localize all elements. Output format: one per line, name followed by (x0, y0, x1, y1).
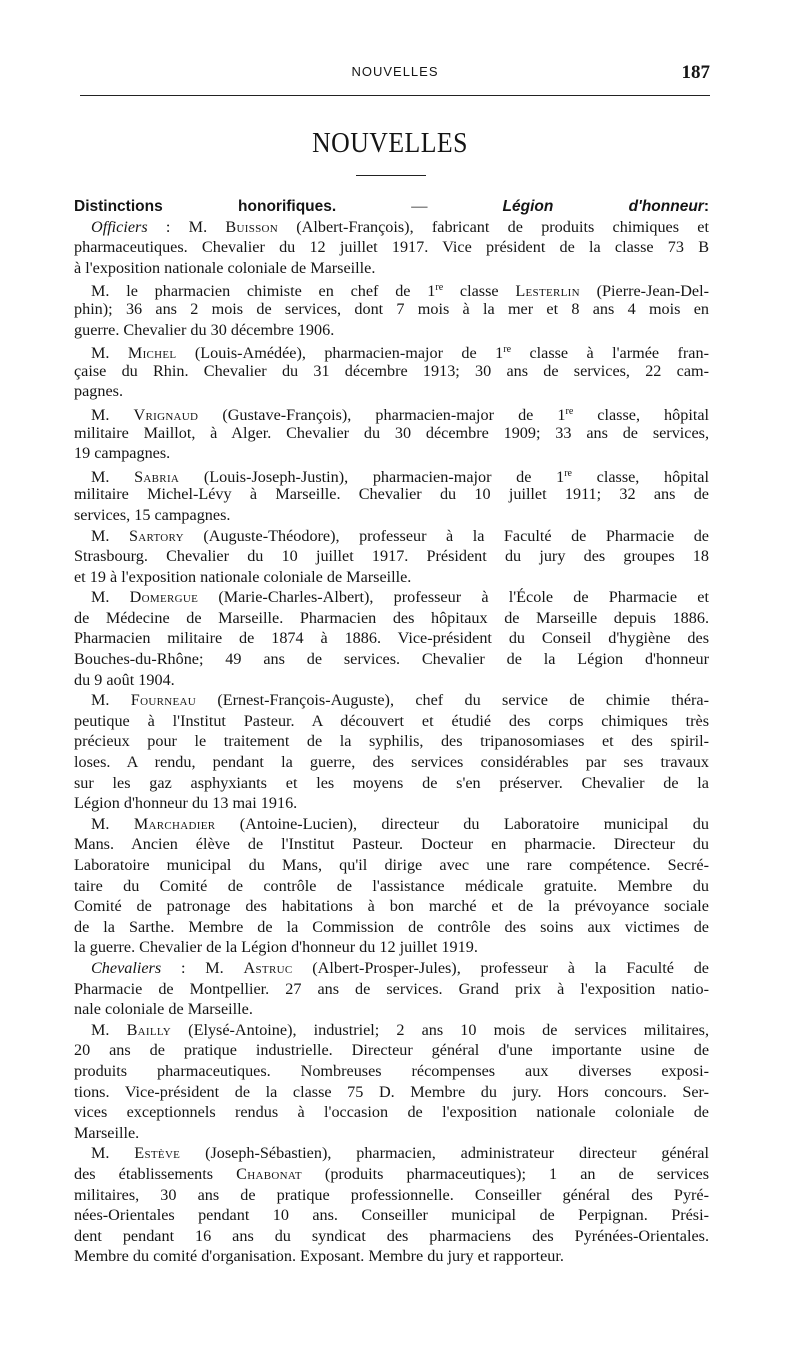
text-run: peutique à l'Institut Pasteur. A découvert et étudié des corps chimiques très (74, 711, 709, 730)
text-run: Pharmacien militaire de 1874 à 1886. Vice-président du Conseil d'hygiène des (74, 629, 709, 648)
text-line (74, 876, 709, 897)
text-run: Pharmacie de Montpellier. 27 ans de services. Grand prix à l'exposition natio- (74, 979, 709, 998)
text-line (74, 361, 709, 382)
text-run: re (503, 344, 512, 356)
text-run: M. (91, 588, 130, 607)
text-run: vices exceptionnels rendus à l'occasion de l'exposition nationale coloniale de (74, 1103, 709, 1122)
text-run: M. (91, 691, 131, 710)
text-run: militaire Maillot, à Alger. Chevalier du 30 décembre 1909; 33 ans de services, (74, 423, 709, 442)
text-run: militaires, 30 ans de pratique professionnelle. Conseiller général des Pyré- (74, 1185, 709, 1204)
text-line (74, 628, 709, 649)
text-run: M. (91, 1020, 127, 1039)
text-run: re (565, 405, 574, 417)
text-run: M. (91, 814, 134, 833)
text-run: (Gustave-François), pharmacien-major de 1 (198, 405, 566, 424)
text-run: (Antoine-Lucien), directeur du Laboratoire municipal du (215, 814, 709, 833)
text-run: (Elysé-Antoine), industriel; 2 ans 10 mois de services militaires, (171, 1020, 709, 1039)
person-name: Domergue (129, 588, 199, 607)
text-line (74, 711, 709, 732)
text-run: de la Sarthe. Membre de la Commission de contrôle des soins aux victimes de (74, 917, 709, 936)
text-line (74, 814, 709, 835)
text-run: re (564, 467, 572, 479)
text-run: M. (91, 344, 128, 363)
text-line (74, 217, 709, 238)
person-name: Estève (134, 1144, 181, 1163)
text-run: pharmaceutiques. Chevalier du 12 juillet 1917. Vice président de la classe 73 B (74, 238, 709, 257)
text-run: (Marie-Charles-Albert), professeur à l'École de Pharmacie et (198, 588, 709, 607)
text-run: dent pendant 16 ans du syndicat des pharmaciens des Pyrénées-Orientales. (74, 1226, 709, 1245)
article-body (74, 196, 709, 1267)
text-line (74, 484, 709, 505)
text-run: (Joseph-Sébastien), pharmacien, administrateur directeur général (180, 1144, 709, 1163)
text-line (74, 299, 709, 320)
text-line (74, 855, 709, 876)
section-heading-line (74, 196, 709, 217)
text-run: de Médecine de Marseille. Pharmacien des hôpitaux de Marseille depuis 1886. (74, 608, 709, 627)
text-run: loses. A rendu, pendant la guerre, des services considérables par ses travaux (74, 753, 709, 772)
text-run: pagnes. (74, 382, 123, 401)
page-number: 187 (681, 62, 710, 83)
text-line (74, 834, 709, 855)
text-run: çaise du Rhin. Chevalier du 31 décembre 1913; 30 ans de services, 22 cam- (74, 361, 709, 380)
text-run: à l'exposition nationale coloniale de Marseille. (74, 258, 376, 277)
text-line (74, 505, 709, 526)
text-line (74, 1226, 709, 1247)
text-line (74, 896, 709, 917)
text-run: la guerre. Chevalier de la Légion d'honneur du 12 juillet 1919. (74, 938, 478, 957)
text-run: nées-Orientales pendant 10 ans. Conseiller municipal de Perpignan. Prési- (74, 1206, 709, 1225)
text-line (74, 381, 709, 402)
text-run: 20 ans de pratique industrielle. Directeur général d'une importante usine de (74, 1041, 709, 1060)
text-line (74, 1082, 709, 1103)
person-name: Sartory (128, 526, 184, 545)
text-run: tions. Vice-président de la classe 75 D. Membre du jury. Hors concours. Ser- (74, 1082, 709, 1101)
text-run: produits pharmaceutiques. Nombreuses récompenses aux diverses exposi- (74, 1061, 709, 1080)
text-line (74, 1061, 709, 1082)
person-name: Michel (127, 344, 177, 363)
text-line (74, 567, 709, 588)
text-line (74, 917, 709, 938)
text-run: (Ernest-François-Auguste), chef du service de chimie théra- (195, 691, 709, 710)
heading-dash: — (336, 197, 503, 215)
category-label: Chevaliers (91, 958, 162, 977)
person-name: Buisson (225, 217, 279, 236)
text-line (74, 670, 709, 691)
text-run: (Auguste-Théodore), professeur à la Faculté de Pharmacie de (183, 526, 709, 545)
text-run: (Louis-Amédée), pharmacien-major de 1 (176, 344, 504, 363)
text-run: (Pierre-Jean-Del- (579, 282, 709, 301)
text-line (74, 937, 709, 958)
text-run: M. (91, 467, 135, 486)
text-line (74, 464, 709, 485)
text-run: classe, hôpital (573, 405, 709, 424)
text-run: Comité de patronage des habitations à bon marché et de la prévoyance sociale (74, 897, 709, 916)
person-name: Marchadier (133, 814, 216, 833)
text-run: phin); 36 ans 2 mois de services, dont 7 mois à la mer et 8 ans 4 mois en (74, 299, 709, 318)
text-line (74, 587, 709, 608)
text-line (74, 526, 709, 547)
section-subheading: Légion d'honneur (502, 198, 704, 215)
person-name: Lesterlin (515, 282, 580, 301)
text-line (74, 340, 709, 361)
text-line (74, 1102, 709, 1123)
text-line (74, 278, 709, 299)
text-line (74, 320, 709, 341)
text-run: Mans. Ancien élève de l'Institut Pasteur. Docteur en pharmacie. Directeur du (74, 835, 709, 854)
text-run: M. (91, 405, 134, 424)
text-run: taire du Comité de contrôle de l'assistance médicale gratuite. Membre du (74, 876, 709, 895)
text-run: : M. (147, 217, 226, 236)
text-run: précieux pour le traitement de la syphilis, des tripanosomiases et des spiril- (74, 732, 709, 751)
text-run: (Albert-François), fabricant de produits chimiques et (278, 217, 709, 236)
text-line (74, 999, 709, 1020)
text-run: du 9 août 1904. (74, 670, 175, 689)
text-run: nale coloniale de Marseille. (74, 1000, 253, 1019)
text-line (74, 690, 709, 711)
text-line (74, 958, 709, 979)
text-line (74, 979, 709, 1000)
running-head (80, 62, 710, 86)
person-name: Bailly (126, 1020, 172, 1039)
running-title: NOUVELLES (351, 64, 439, 79)
text-run: Membre du comité d'organisation. Exposant. Membre du jury et rapporteur. (74, 1247, 564, 1266)
text-run: militaire Michel-Lévy à Marseille. Chevalier du 10 juillet 1911; 32 ans de (74, 485, 709, 504)
text-run: M. (91, 526, 129, 545)
text-line (74, 546, 709, 567)
text-run: M. (91, 1144, 135, 1163)
text-run: M. le pharmacien chimiste en chef de 1 (91, 282, 436, 301)
text-run: et 19 à l'exposition nationale coloniale de Marseille. (74, 567, 412, 586)
text-line (74, 1185, 709, 1206)
text-run: (Albert-Prosper-Jules), professeur à la Faculté de (292, 958, 709, 977)
text-run: Marseille. (74, 1123, 140, 1142)
text-run: Laboratoire municipal du Mans, qu'il dirige avec une rare compétence. Secré- (74, 856, 709, 874)
category-label: Officiers (91, 217, 148, 236)
text-run: Strasbourg. Chevalier du 10 juillet 1917. Président du jury des groupes 18 (74, 547, 709, 566)
text-run: : M. (161, 958, 244, 977)
text-line (74, 1123, 709, 1144)
text-line (74, 731, 709, 752)
text-run: Bouches-du-Rhône; 49 ans de services. Chevalier de la Légion d'honneur (74, 650, 709, 669)
text-line (74, 423, 709, 444)
person-name: Sabria (134, 467, 180, 486)
text-run: classe, hôpital (571, 467, 709, 486)
text-run: services, 15 campagnes. (74, 505, 231, 524)
header-rule (80, 95, 710, 96)
text-run: (produits pharmaceutiques); 1 an de services (301, 1164, 710, 1183)
text-line (74, 752, 709, 773)
text-line (74, 773, 709, 794)
text-run: classe à l'armée fran- (511, 344, 709, 363)
text-line (74, 1040, 709, 1061)
page-title: NOUVELLES (312, 128, 468, 159)
text-line (74, 258, 709, 279)
text-run: 19 campagnes. (74, 444, 171, 463)
text-line (74, 649, 709, 670)
text-line (74, 1143, 709, 1164)
text-run: sur les gaz asphyxiants et les moyens de s'en préserver. Chevalier de la (74, 773, 709, 792)
text-run: des établissements (74, 1164, 237, 1183)
section-heading: Distinctions honorifiques. (74, 198, 337, 215)
text-run: Légion d'honneur du 13 mai 1916. (74, 794, 298, 813)
text-line (74, 608, 709, 629)
text-line (74, 402, 709, 423)
text-line (74, 793, 709, 814)
person-name: Vrignaud (133, 405, 199, 424)
text-run: guerre. Chevalier du 30 décembre 1906. (74, 320, 335, 339)
text-run: classe (443, 282, 516, 301)
person-name: Fourneau (130, 691, 196, 710)
text-line (74, 237, 709, 258)
person-name: Chabonat (236, 1164, 302, 1183)
title-rule (356, 175, 426, 176)
text-line (74, 1020, 709, 1041)
text-run: re (435, 282, 444, 294)
text-line (74, 1164, 709, 1185)
text-line (74, 443, 709, 464)
text-line (74, 1246, 709, 1267)
heading-colon: : (703, 198, 709, 215)
person-name: Astruc (243, 958, 293, 977)
text-run: (Louis-Joseph-Justin), pharmacien-major de 1 (179, 467, 565, 486)
text-line (74, 1205, 709, 1226)
